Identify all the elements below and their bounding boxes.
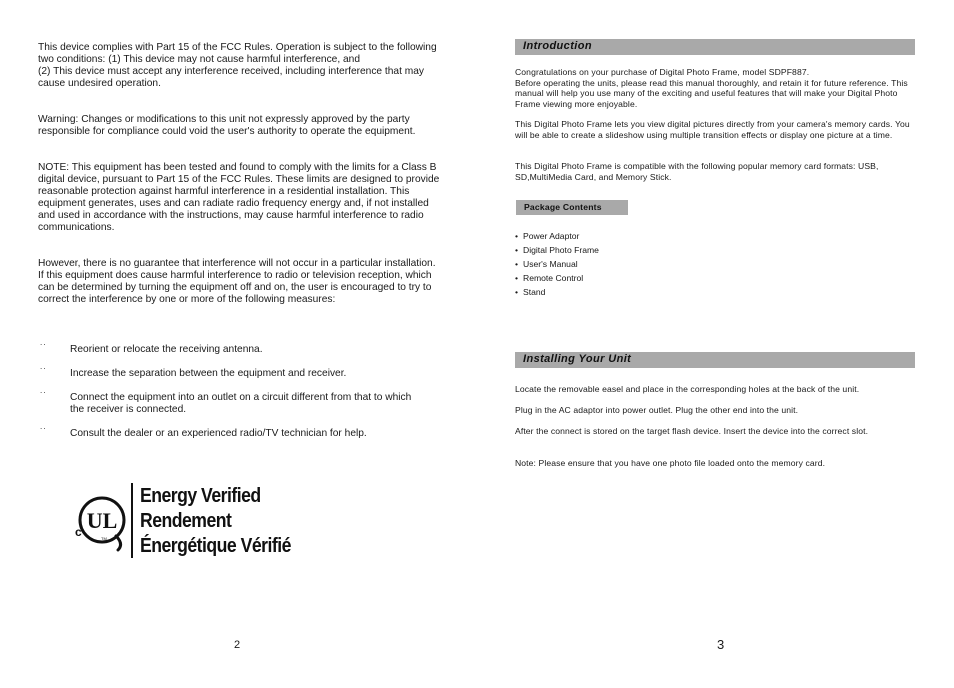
- bullet-marker: •: [515, 245, 519, 255]
- ul-mark-icon: [72, 492, 128, 552]
- logo-text: [140, 483, 291, 558]
- measure-text: Connect the equipment into an outlet on a circuit different from that to which the receiver is connected.: [70, 392, 412, 416]
- install-paragraph: Locate the removable easel and place in the corresponding holes at the back of the unit.: [515, 384, 860, 394]
- section-title: Installing Your Unit: [523, 353, 632, 365]
- warning-paragraph: Warning: Changes or modifications to this unit not expressly approved by the party responsible for compliance could void the user's authority to operate the equipment.: [38, 114, 416, 138]
- ul-energy-verified-logo: [72, 482, 312, 560]
- logo-divider: [131, 483, 133, 558]
- section-header-package-contents: [516, 200, 628, 215]
- intro-paragraph: Congratulations on your purchase of Digital Photo Frame, model SDPF887. Before operating the units, please read this manual thoroughly, and retain it for future reference. This manual will help you use many of the exciting and useful features that will make your Digital Photo Frame viewing more enjoyable.: [515, 67, 908, 109]
- section-header-introduction: [515, 39, 915, 55]
- bullet-marker: ..: [40, 386, 47, 395]
- bullet-marker: •: [515, 273, 519, 283]
- list-item: [515, 273, 583, 284]
- intro-paragraph: This Digital Photo Frame lets you view digital pictures directly from your camera's memory cards. You will be able to create a slideshow using multiple transition effects or display one picture at a time.: [515, 119, 910, 140]
- bullet-marker: •: [515, 259, 519, 269]
- intro-paragraph: This Digital Photo Frame is compatible with the following popular memory card formats: USB, SD,MultiMedia Card, and Memory Stick.: [515, 161, 879, 182]
- bullet-marker: ..: [40, 338, 47, 347]
- section-header-installing: [515, 352, 915, 368]
- bullet-marker: ..: [40, 422, 47, 431]
- measure-text: Increase the separation between the equipment and receiver.: [70, 368, 347, 379]
- list-item: [515, 287, 545, 298]
- measure-text: Consult the dealer or an experienced radio/TV technician for help.: [70, 428, 367, 439]
- list-item-text: User's Manual: [523, 259, 578, 269]
- section-title: Introduction: [523, 40, 592, 52]
- logo-line: Rendement: [140, 509, 232, 532]
- list-item: [515, 245, 599, 256]
- list-item-text: Digital Photo Frame: [523, 245, 599, 255]
- fcc-compliance-paragraph: This device complies with Part 15 of the FCC Rules. Operation is subject to the following two conditions: (1) This device may not cause harmful interference, and (2) This device must accept any interference received, including interference that may cause undesired operation.: [38, 42, 437, 90]
- measure-text: Reorient or relocate the receiving antenna.: [70, 344, 263, 355]
- ul-tm: TM: [101, 536, 107, 541]
- list-item: [515, 259, 578, 270]
- logo-line: Energy Verified: [140, 484, 261, 507]
- install-paragraph: After the connect is stored on the target flash device. Insert the device into the correct slot.: [515, 426, 869, 436]
- right-page: [477, 0, 954, 688]
- list-item-text: Stand: [523, 287, 546, 297]
- list-item: [515, 231, 579, 242]
- note-paragraph: NOTE: This equipment has been tested and found to comply with the limits for a Class B digital device, pursuant to Part 15 of the FCC Rules. These limits are designed to provide reasonable protection against harmful interference in a residential installation. This equipment generates, uses and can radiate radio frequency energy and, if not installed and used in accordance with the instructions, may cause harmful interference to radio communications.: [38, 162, 440, 234]
- section-title: Package Contents: [524, 202, 602, 212]
- guarantee-paragraph: However, there is no guarantee that interference will not occur in a particular installation. If this equipment does cause harmful interference to radio or television reception, which can be determined by turning the equipment off and on, the user is encouraged to try to correct the interference by one or more of the following measures:: [38, 258, 436, 306]
- list-item-text: Power Adaptor: [523, 231, 580, 241]
- install-paragraph: Plug in the AC adaptor into power outlet. Plug the other end into the unit.: [515, 405, 799, 415]
- install-paragraph: Note: Please ensure that you have one photo file loaded onto the memory card.: [515, 458, 826, 468]
- page-number: 3: [717, 637, 725, 652]
- list-item-text: Remote Control: [523, 273, 584, 283]
- ul-letters: UL: [86, 508, 118, 533]
- bullet-marker: •: [515, 231, 519, 241]
- logo-line: Énergétique Vérifié: [140, 534, 291, 557]
- ul-prefix: c: [75, 525, 82, 539]
- page-number: 2: [234, 639, 241, 651]
- bullet-marker: •: [515, 287, 519, 297]
- bullet-marker: ..: [40, 362, 47, 371]
